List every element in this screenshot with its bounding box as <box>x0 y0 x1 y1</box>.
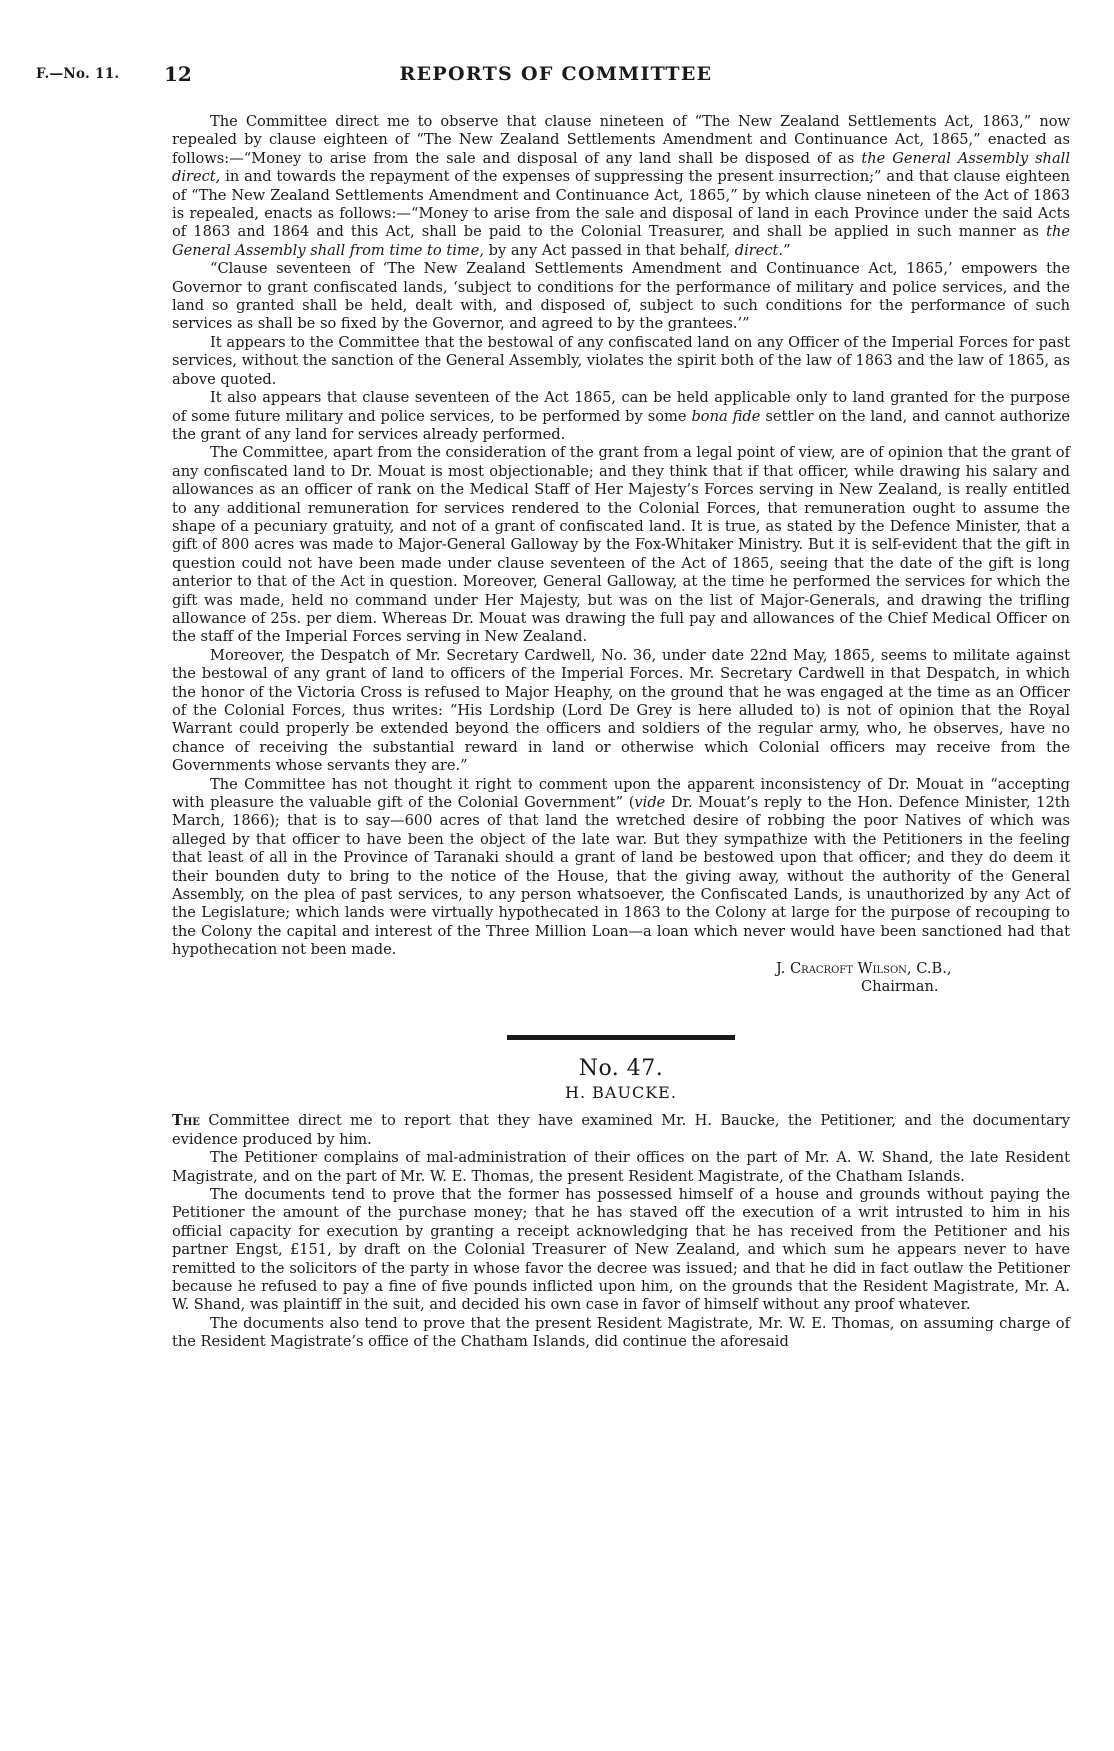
signatory-name: J. Cracroft Wilson, C.B., <box>776 959 952 977</box>
paragraph: Moreover, the Despatch of Mr. Secretary Cardwell, No. 36, under date 22nd May, 1865, seems to militate against the bestowal of any grant of land to officers of the Imperial Forces. Mr. Secretary Cardwell in that Despatch, in which the honor of the Victoria Cross is refused to Major Heaphy, on the ground that he was engaged at the time as an Officer of the Colonial Forces, thus writes: “His Lordship (Lord De Grey is here alluded to) is not of opinion that the Royal Warrant could properly be extended beyond the officers and soldiers of the regular army, who, he observes, have no chance of receiving the substantial reward in land or otherwise which Colonial officers may receive from the Governments whose servants they are.” <box>172 646 1070 775</box>
lead-word: The <box>172 1112 200 1130</box>
signatory-role: Chairman. <box>861 978 939 996</box>
text-run: ” <box>783 241 791 259</box>
text-run: The Committee has not thought it right to comment upon the apparent inconsistency of Dr. Mouat in “accepting with pleasure the valuable gift of the Colonial Government” ( <box>172 775 1070 812</box>
section-divider <box>507 1035 735 1040</box>
page-number: 12 <box>164 62 192 86</box>
text-run: Committee direct me to report that they have examined Mr. H. Baucke, the Petitioner, and the documentary evidence produced by him. <box>172 1112 1070 1148</box>
section-number: No. 47. <box>578 1055 664 1081</box>
italic-text: bona fide <box>691 407 761 425</box>
paragraph: The documents tend to prove that the former has possessed himself of a house and grounds without paying the Petitioner the amount of the purchase money; that he has staved off the execution of a writ intrusted to him in his official capacity for execution by granting a receipt acknowledging that he has received from the Petitioner and his partner Engst, £151, by draft on the Colonial Treasurer of New Zealand, and which sum he appears never to have remitted to the solicitors of the party in whose favor the decree was issued; and that he did in fact outlaw the Petitioner because he refused to pay a fine of five pounds inflicted upon him, on the grounds that the Resident Magistrate, Mr. A. W. Shand, was plaintiff in the suit, and decided his own case in favor of himself without any proof whatever. <box>172 1185 1070 1314</box>
signature-block <box>776 960 1070 997</box>
page-title: REPORTS OF COMMITTEE <box>399 63 713 85</box>
paragraph <box>172 113 1070 260</box>
text-run: The Committee direct me to observe that clause nineteen of “The New Zealand Settlements Act, 1863,” now repealed by clause eighteen of “The New Zealand Settlements Amendment and Continuance Act, 1865,” enacted as follows:—“Money to arise from the sale and disposal of any land shall be disposed of as <box>172 113 1070 167</box>
text-run: settler on the land, and cannot authorize the grant of any land for services already performed. <box>172 407 1070 443</box>
text-run: Dr. Mouat’s reply to the Hon. Defence Minister, 12th March, 1866); that is to say—600 acres of that land the wretched desire of robbing the poor Natives of which was alleged by that officer to have been the object of the late war. But they sympathize with the Petitioners in the feeling that least of all in the Province of Taranaki should a grant of land be bestowed upon that officer; and they do deem it their bounden duty to bring to the notice of the House, that the giving away, without the authority of the General Assembly, on the plea of past services, to any person whatsoever, the Confiscated Lands, is unauthorized by any Act of the Legislature; which lands were virtually hypothecated in 1863 to the Colony at large for the purpose of recouping to the Colony the capital and interest of the Three Million Loan—a loan which never would have been sanctioned had that hypothecation not been made. <box>172 794 1070 959</box>
italic-text: direct. <box>734 241 784 259</box>
paragraph <box>172 389 1070 444</box>
paragraph: It appears to the Committee that the bestowal of any confiscated land on any Officer of the Imperial Forces for past services, without the sanction of the General Assembly, violates the spirit both of the law of 1863 and the law of 1865, as above quoted. <box>172 333 1070 388</box>
text-run: in and towards the repayment of the expenses of suppressing the present insurrection;” and that clause eighteen of “The New Zealand Settlements Amendment and Continuance Act, 1865,” by which clause nineteen of the Act of 1863 is repealed, enacts as follows:—“Money to arise from the sale and disposal of land in each Province under the said Acts of 1863 and 1864 and this Act, shall be paid to the Colonial Treasurer, and shall be applied in such manner as <box>172 168 1070 241</box>
paragraph: The Petitioner complains of mal-administration of their offices on the part of Mr. A. W. Shand, the late Resident Magistrate, and on the part of Mr. W. E. Thomas, the present Resident Magistrate, of the Chatham Islands. <box>172 1149 1070 1185</box>
italic-text: vide <box>634 794 666 812</box>
paragraph: “Clause seventeen of ‘The New Zealand Settlements Amendment and Continuance Act, 1865,’ empowers the Governor to grant confiscated lands, ‘subject to conditions for the performance of military and police services, and the land so granted shall be held, dealt with, and disposed of, subject to such conditions for the performance of such services as shall be so fixed by the Governor, and agreed to by the grantees.’” <box>172 260 1070 333</box>
paragraph <box>172 776 1070 960</box>
text-run: It also appears that clause seventeen of the Act 1865, can be held applicable only to land granted for the purpose of some future military and police services, to be performed by some <box>172 389 1070 425</box>
document-reference: F.—No. 11. <box>36 66 120 82</box>
italic-text: the General Assembly shall from time to time, <box>172 223 1070 259</box>
text-run: by any Act passed in that behalf, <box>483 241 735 259</box>
paragraph: The Committee, apart from the consideration of the grant from a legal point of view, are of opinion that the grant of any confiscated land to Dr. Mouat is most objectionable; and they think that if that officer, while drawing his salary and allowances as an officer of rank on the Medical Staff of Her Majesty’s Forces serving in New Zealand, is really entitled to any additional remuneration for services rendered to the Colonial Forces, that remuneration ought to assume the shape of a pecuniary gratuity, and not of a grant of confiscated land. It is true, as stated by the Defence Minister, that a gift of 800 acres was made to Major-General Galloway by the Fox-Whitaker Ministry. But it is self-evident that the gift in question could not have been made under clause seventeen of the Act of 1865, seeing that the date of the gift is long anterior to that of the Act in question. Moreover, General Galloway, at the time he performed the services for which the gift was made, held no command under Her Majesty, but was on the list of Major-Generals, and drawing the trifling allowance of 25s. per diem. Whereas Dr. Mouat was drawing the full pay and allowances of the Chief Medical Officer on the staff of the Imperial Forces serving in New Zealand. <box>172 444 1070 646</box>
italic-text: the General Assembly shall direct, <box>172 149 1070 186</box>
paragraph <box>172 1112 1070 1149</box>
report-body <box>172 113 1070 1352</box>
section-heading: H. BAUCKE. <box>565 1082 677 1102</box>
running-header <box>36 62 1076 88</box>
paragraph: The documents also tend to prove that the present Resident Magistrate, Mr. W. E. Thomas, on assuming charge of the Resident Magistrate’s office of the Chatham Islands, did continue the aforesaid <box>172 1314 1070 1351</box>
